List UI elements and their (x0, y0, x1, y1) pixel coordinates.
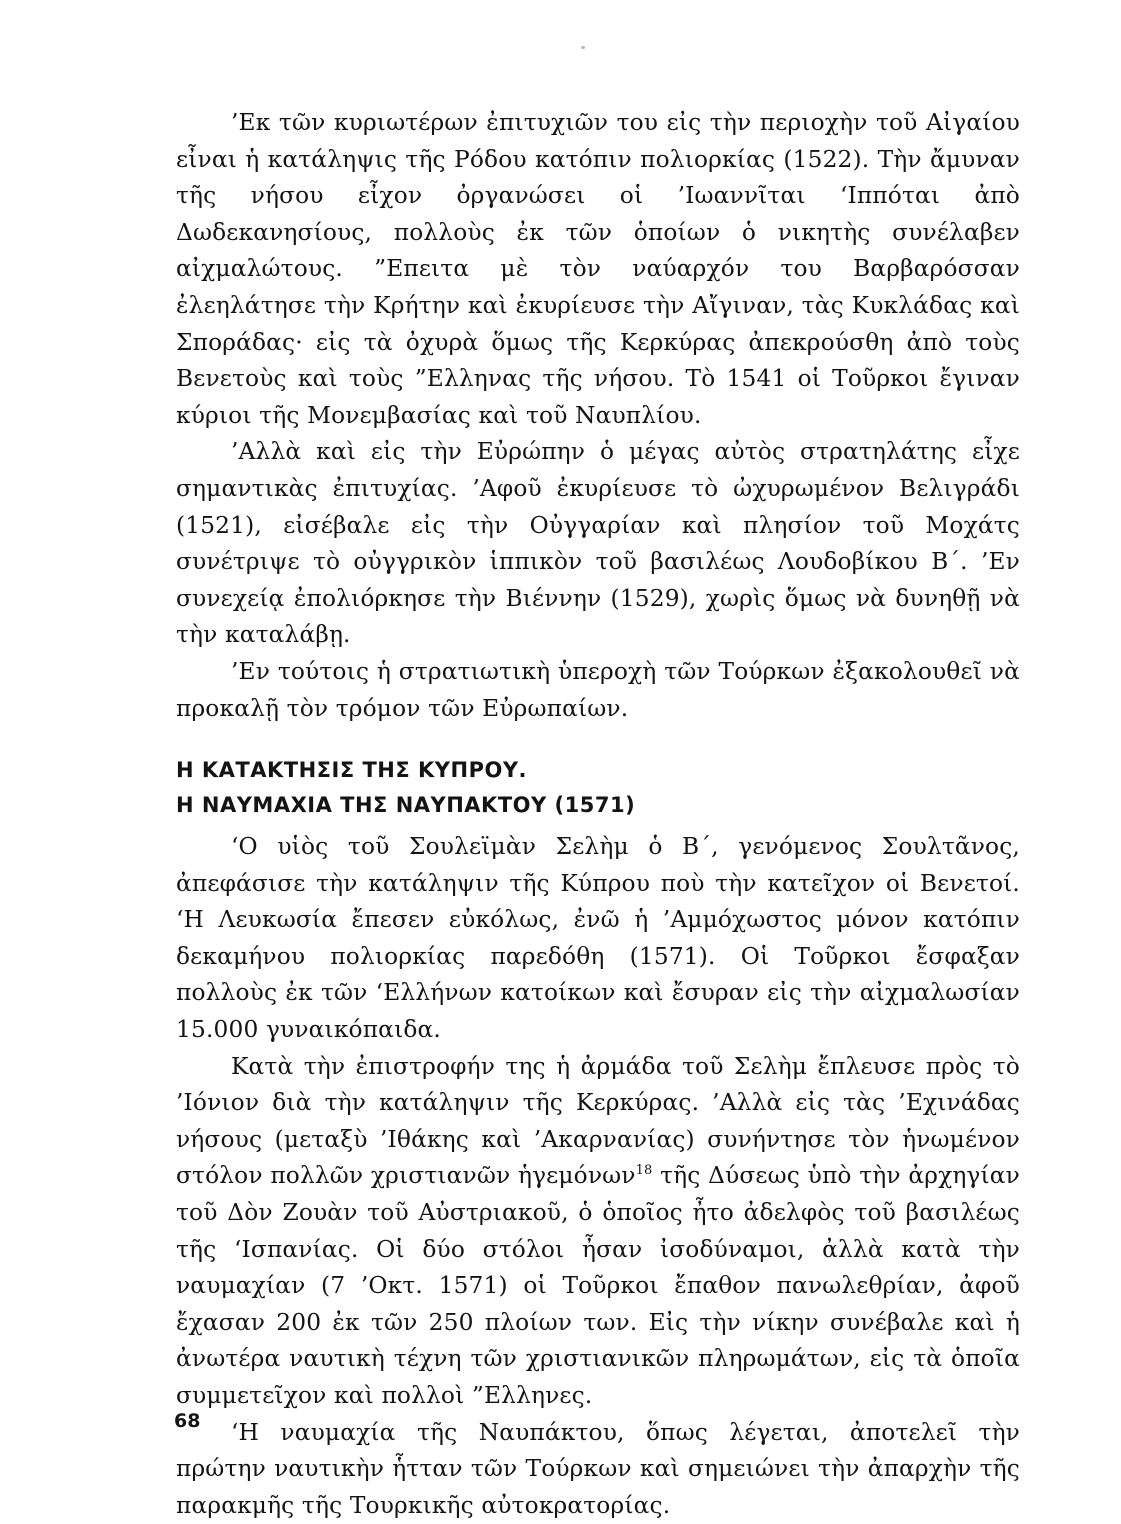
page-number: 68 (174, 1410, 201, 1432)
paragraph-terror: ’Εν τούτοις ἡ στρατιωτικὴ ὑπεροχὴ τῶν Τούρκων ἐξακολουθεῖ νὰ προκαλῇ τὸν τρόμον τῶν Εὐρωπαίων. (176, 657, 1020, 722)
heading-lepanto: Η ΝΑΥΜΑΧΙΑ ΤΗΣ ΝΑΥΠΑΚΤΟΥ (1571) (176, 793, 636, 818)
text-column (176, 105, 1020, 1524)
battle-text-start: Κατὰ τὴν ἐπιστροφήν της ἡ ἀρμάδα τοῦ Σελὴμ ἔπλευσε πρὸς τὸ ’Ιόνιον διὰ τὴν κατάληψιν τῆς Κερκύρας. ’Αλλὰ εἰς τὰς ’Εχινάδας νήσους (μεταξὺ ’Ιθάκης καὶ ’Ακαρνανίας) συνήντησε τὸν ἡνωμένον στόλον πολλῶν χριστιανῶν ἡγεμόνων (176, 1052, 1020, 1190)
footnote-marker: 18 (635, 1163, 653, 1179)
paragraph-europe: ’Αλλὰ καὶ εἰς τὴν Εὐρώπην ὁ μέγας αὐτὸς στρατηλάτης εἶχε σημαντικὰς ἐπιτυχίας. ’Αφοῦ ἐκυρίευσε τὸ ὠχυρωμένον Βελιγράδι (1521), εἰσέβαλε εἰς τὴν Οὐγγαρίαν καὶ πλησίον τοῦ Μοχάτς συνέτριψε τὸ οὐγγρικὸν ἱππικὸν τοῦ βασιλέως Λουδοβίκου Β΄. ’Εν συνεχείᾳ ἐπολιόρκησε τὴν Βιέννην (1529), χωρὶς ὅμως νὰ δυνηθῇ νὰ τὴν καταλάβῃ. (176, 438, 1020, 649)
heading-cyprus: Η ΚΑΤΑΚΤΗΣΙΣ ΤΗΣ ΚΥΠΡΟΥ. (176, 758, 528, 783)
paragraph-battle (176, 1049, 1020, 1415)
battle-text-end: τῆς Δύσεως ὑπὸ τὴν ἀρχηγίαν τοῦ Δὸν Ζουὰν τοῦ Αὐστριακοῦ, ὁ ὁποῖος ἦτο ἀδελφὸς τοῦ βασιλέως τῆς ‘Ισπανίας. Οἱ δύο στόλοι ἦσαν ἰσοδύναμοι, ἀλλὰ κατὰ τὴν ναυμαχίαν (7 ’Οκτ. 1571) οἱ Τοῦρκοι ἔπαθον πανωλεθρίαν, ἀφοῦ ἔχασαν 200 ἐκ τῶν 250 πλοίων των. Εἰς τὴν νίκην συνέβαλε καὶ ἡ ἀνωτέρα ναυτικὴ τέχνη τῶν χριστιανικῶν πληρωμάτων, εἰς τὰ ὁποῖα συμμετεῖχον καὶ πολλοὶ ”Ελληνες. (176, 1162, 1020, 1409)
paragraph-rhodes: ’Εκ τῶν κυριωτέρων ἐπιτυχιῶν του εἰς τὴν περιοχὴν τοῦ Αἰγαίου εἶναι ἡ κατάληψις τῆς Ρόδου κατόπιν πολιορκίας (1522). Τὴν ἄμυναν τῆς νήσου εἶχον ὀργανώσει οἱ ’Ιωαννῖται ‘Ιππόται ἀπὸ Δωδεκανησίους, πολλοὺς ἐκ τῶν ὁποίων ὁ νικητὴς συνέλαβεν αἰχμαλώτους. ”Επειτα μὲ τὸν ναύαρχόν του Βαρβαρόσσαν ἐλεηλάτησε τὴν Κρήτην καὶ ἐκυρίευσε τὴν Αἴγιναν, τὰς Κυκλάδας καὶ Σποράδας· εἰς τὰ ὀχυρὰ ὅμως τῆς Κερκύρας ἀπεκρούσθη ἀπὸ τοὺς Βενετοὺς καὶ τοὺς ”Ελληνας τῆς νήσου. Τὸ 1541 οἱ Τοῦρκοι ἔγιναν κύριοι τῆς Μονεμβασίας καὶ τοῦ Ναυπλίου. (176, 109, 1020, 429)
paragraph-significance: ‘Η ναυμαχία τῆς Ναυπάκτου, ὅπως λέγεται, ἀποτελεῖ τὴν πρώτην ναυτικὴν ἧτταν τῶν Τούρκων καὶ σημειώνει τὴν ἀπαρχὴν τῆς παρακμῆς τῆς Τουρκικῆς αὐτοκρατορίας. (176, 1418, 1020, 1519)
scan-speck (581, 46, 585, 49)
section-heading (176, 753, 1020, 823)
paragraph-cyprus: ‘Ο υἱὸς τοῦ Σουλεϊμὰν Σελὴμ ὁ Β΄, γενόμενος Σουλτᾶνος, ἀπεφάσισε τὴν κατάληψιν τῆς Κύπρου ποὺ τὴν κατεῖχον οἱ Βενετοί. ‘Η Λευκωσία ἔπεσεν εὐκόλως, ἐνῶ ἡ ’Αμμόχωστος μόνον κατόπιν δεκαμήνου πολιορκίας παρεδόθη (1571). Οἱ Τοῦρκοι ἔσφαξαν πολλοὺς ἐκ τῶν ‘Ελλήνων κατοίκων καὶ ἔσυραν εἰς τὴν αἰχμαλωσίαν 15.000 γυναικόπαιδα. (176, 833, 1020, 1044)
